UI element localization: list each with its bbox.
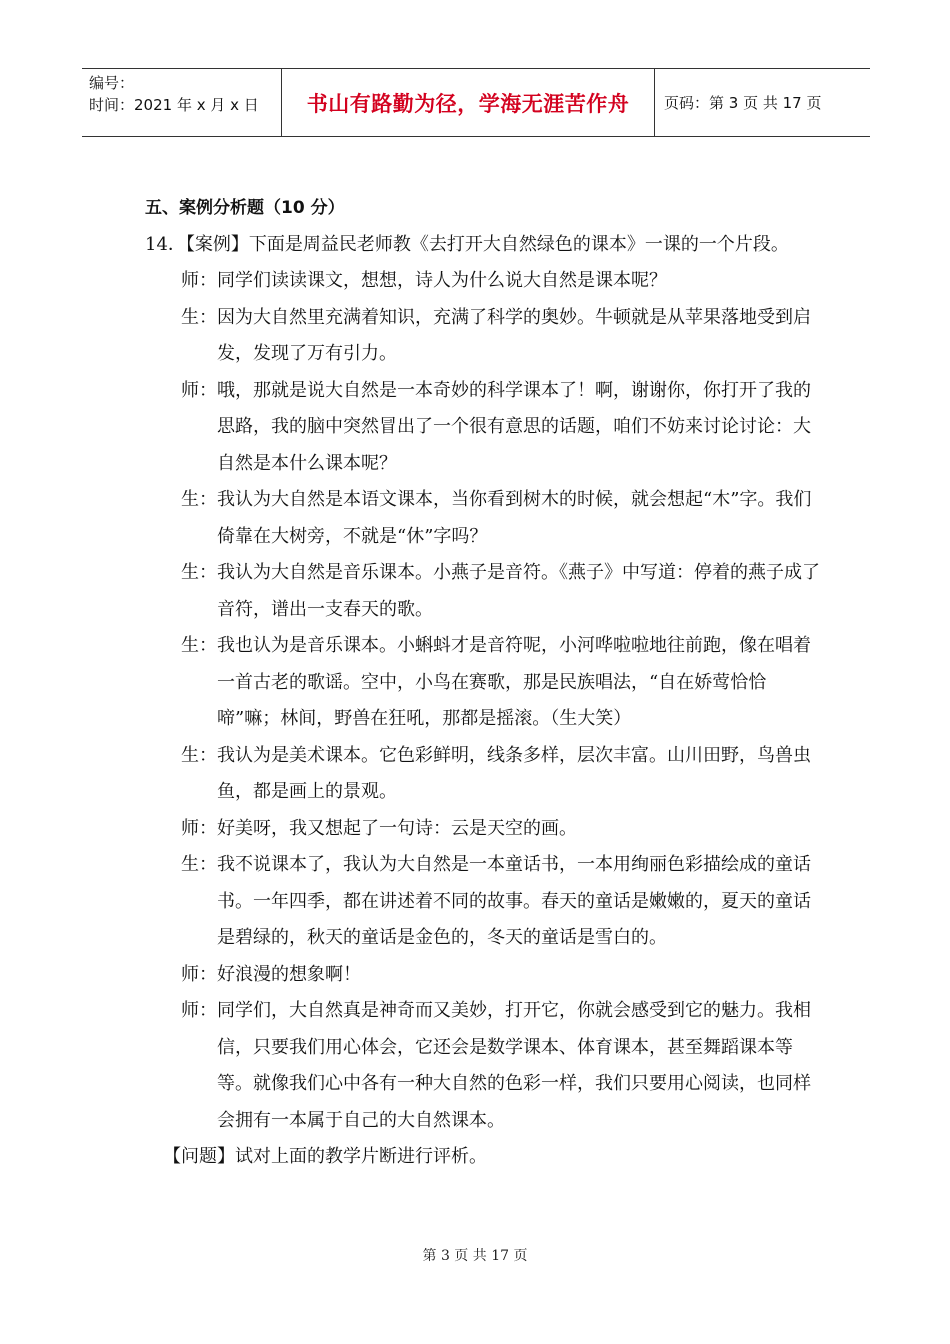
speaker-label: 师： — [181, 817, 217, 839]
document-body — [145, 190, 825, 1176]
utterance: 同学们，大自然真是神奇而又美妙，打开它，你就会感受到它的魅力。我相信，只要我们用心体会，它还会是数学课本、体育课本，甚至舞蹈课本等等。就像我们心中各有一种大自然的色彩一样，我们只要用心阅读，也同样会拥有一本属于自己的大自然课本。 — [217, 1000, 811, 1131]
utterance: 我认为大自然是本语文课本，当你看到树木的时候，就会想起“木”字。我们倚靠在大树旁，不就是“休”字吗？ — [217, 489, 812, 547]
speaker-label: 生： — [181, 562, 217, 583]
dialogue-line — [181, 263, 825, 300]
speaker-label: 生： — [181, 489, 217, 510]
dialogue-line — [181, 847, 825, 957]
utterance: 好浪漫的想象啊！ — [217, 963, 361, 985]
question-text: 14．【案例】下面是周益民老师教《去打开大自然绿色的课本》一课的一个片段。 — [145, 233, 789, 255]
header-meta — [82, 69, 281, 136]
page-footer: 第 3 页 共 17 页 — [422, 1248, 528, 1264]
speaker-label: 生： — [181, 635, 217, 656]
document-time: 时间：2021 年 x 月 x 日 — [89, 96, 259, 114]
header-page-info: 页码：第 3 页 共 17 页 — [664, 94, 822, 112]
speaker-label: 生： — [181, 306, 217, 328]
utterance: 我认为大自然是音乐课本。小燕子是音符。《燕子》中写道：停着的燕子成了音符，谱出一支春天的歌。 — [217, 562, 820, 620]
speaker-label: 生： — [181, 744, 217, 766]
header-motto: 书山有路勤为径，学海无涯苦作舟 — [281, 69, 655, 136]
dialogue-line — [181, 628, 825, 738]
dialogue — [145, 263, 825, 1139]
utterance: 哦，那就是说大自然是一本奇妙的科学课本了！啊，谢谢你，你打开了我的思路，我的脑中突然冒出了一个很有意思的话题，咱们不妨来讨论讨论：大自然是本什么课本呢？ — [217, 379, 811, 474]
dialogue-line — [181, 811, 825, 848]
page-header — [82, 68, 870, 137]
dialogue-line — [181, 738, 825, 811]
utterance: 同学们读读课文，想想，诗人为什么说大自然是课本呢？ — [217, 270, 667, 291]
utterance: 我认为是美术课本。它色彩鲜明，线条多样，层次丰富。山川田野，鸟兽虫鱼，都是画上的景观。 — [217, 744, 811, 802]
section-title: 五、案例分析题（10 分） — [145, 198, 345, 218]
utterance: 好美呀，我又想起了一句诗：云是天空的画。 — [217, 817, 577, 839]
document-number-label: 编号： — [89, 74, 135, 92]
speaker-label: 师： — [181, 270, 217, 291]
utterance: 我也认为是音乐课本。小蝌蚪才是音符呢，小河哗啦啦地往前跑，像在唱着一首古老的歌谣。空中，小鸟在赛歌，那是民族唱法，“自在娇莺恰恰啼”嘛；林间，野兽在狂吼，那都是摇滚。（生大笑） — [217, 635, 811, 729]
speaker-label: 生： — [181, 854, 217, 875]
speaker-label: 师： — [181, 379, 217, 401]
dialogue-line — [181, 300, 825, 373]
utterance: 我不说课本了，我认为大自然是一本童话书，一本用绚丽色彩描绘成的童话书。一年四季，都在讲述着不同的故事。春天的童话是嫩嫩的，夏天的童话是碧绿的，秋天的童话是金色的，冬天的童话是雪白的。 — [217, 854, 811, 948]
speaker-label: 师： — [181, 963, 217, 985]
dialogue-line — [181, 957, 825, 994]
dialogue-line — [181, 993, 825, 1139]
dialogue-line — [181, 555, 825, 628]
dialogue-line — [181, 482, 825, 555]
dialogue-line — [181, 373, 825, 483]
problem-statement: 【问题】试对上面的教学片断进行评析。 — [163, 1146, 487, 1167]
utterance: 因为大自然里充满着知识，充满了科学的奥妙。牛顿就是从苹果落地受到启发，发现了万有引力。 — [217, 306, 811, 364]
speaker-label: 师： — [181, 1000, 217, 1021]
